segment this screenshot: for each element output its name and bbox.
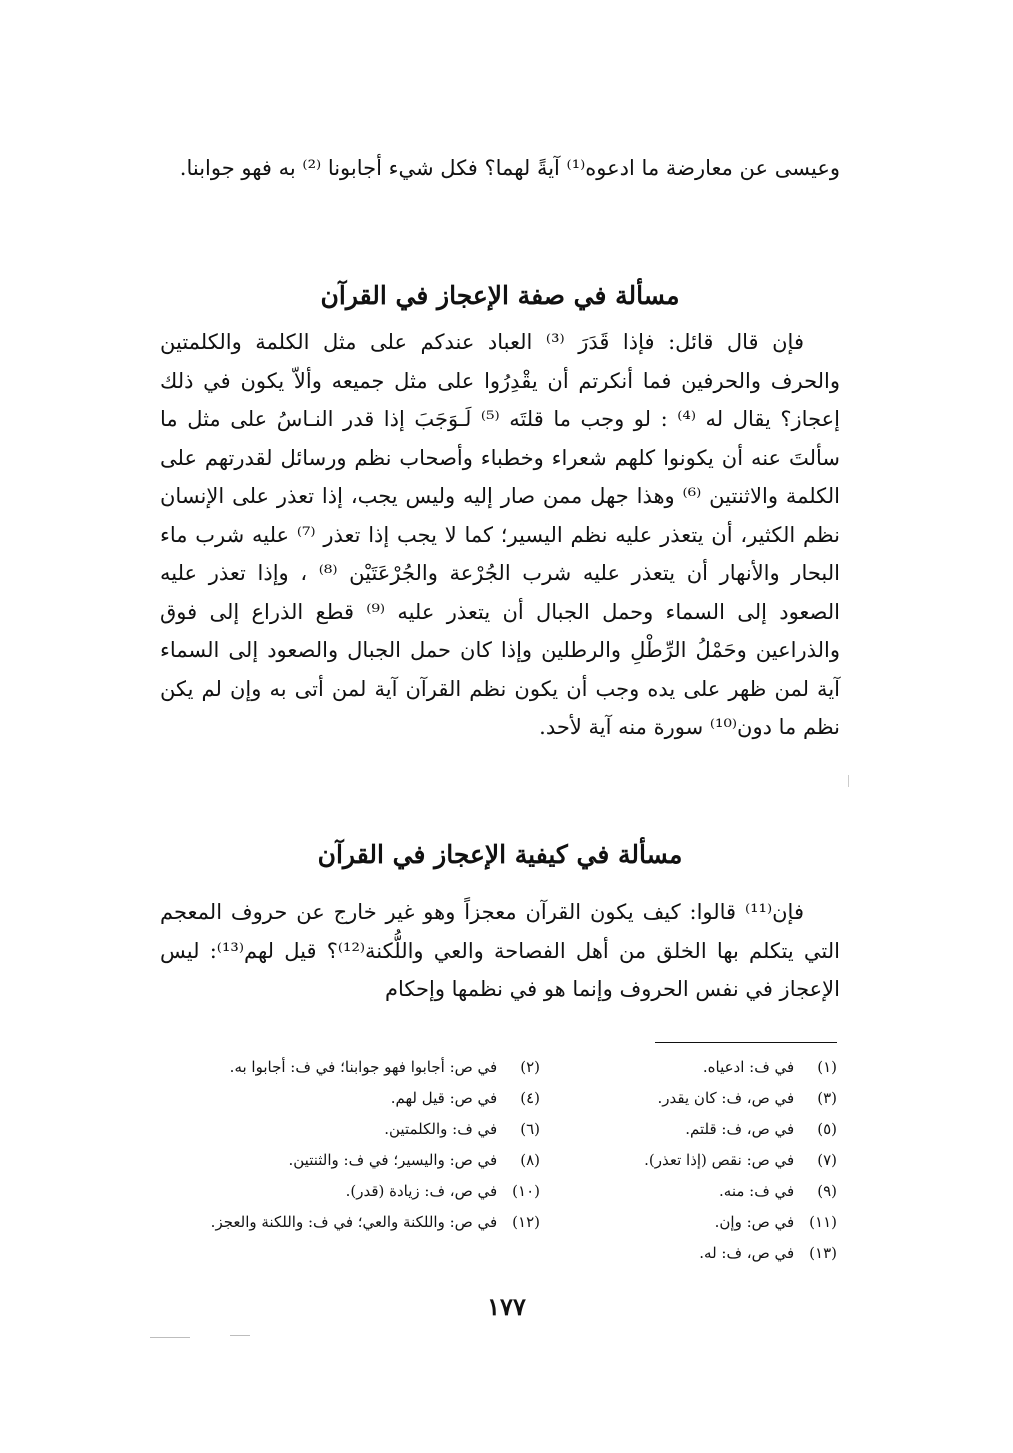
section-paragraph-2: فإن⁽¹¹⁾ قالوا: كيف يكون القرآن معجزاً وهو غير خارج عن حروف المعجم التي يتكلم بها الخلق من أهل الفصاحة والعي واللُّكنة⁽¹²⁾؟ قيل لهم⁽¹³⁾: ليس الإعجاز في نفس الحروف وإنما هو في نظمها وإحكام xyxy=(160,900,840,1001)
footnote xyxy=(560,1052,837,1083)
footnote-number: (٨) xyxy=(520,1151,540,1169)
footnote xyxy=(560,1207,837,1238)
footnote xyxy=(100,1207,540,1238)
section-heading-1: مسألة في صفة الإعجاز في القرآن xyxy=(320,281,680,310)
footnote-number: (١) xyxy=(817,1058,837,1076)
scan-mark xyxy=(150,1337,190,1338)
footnote-number: (٤) xyxy=(520,1089,540,1107)
footnotes-left-column xyxy=(100,1052,540,1238)
page-number: ١٧٧ xyxy=(487,1292,526,1321)
footnote-text: في ص: واللكنة والعي؛ في ف: واللكنة والعجز. xyxy=(210,1213,498,1231)
footnote-number: (١١) xyxy=(809,1213,837,1231)
footnote-number: (٧) xyxy=(817,1151,837,1169)
footnote-number: (٩) xyxy=(817,1182,837,1200)
footnote-number: (٥) xyxy=(817,1120,837,1138)
footnote xyxy=(100,1083,540,1114)
footnotes-right-column xyxy=(560,1052,837,1269)
footnote xyxy=(100,1145,540,1176)
footnote xyxy=(560,1145,837,1176)
footnote-text: في ص: وإن. xyxy=(714,1213,795,1231)
footnote-separator xyxy=(655,1042,837,1043)
footnote-number: (٢) xyxy=(520,1058,540,1076)
footnote-text: في ص: قيل لهم. xyxy=(390,1089,498,1107)
footnote-text: في ص، ف: له. xyxy=(699,1244,795,1262)
footnote-text: في ص، ف: قلتم. xyxy=(685,1120,795,1138)
footnote-text: في ف: ادعياه. xyxy=(702,1058,795,1076)
footnote-text: في ص: نقص (إذا تعذر). xyxy=(644,1151,795,1169)
footnote-number: (١٣) xyxy=(809,1244,837,1262)
footnote-number: (١٠) xyxy=(512,1182,540,1200)
footnote-text: في ص، ف: كان يقدر. xyxy=(657,1089,795,1107)
footnote-number: (٦) xyxy=(520,1120,540,1138)
section-heading-2: مسألة في كيفية الإعجاز في القرآن xyxy=(317,840,683,869)
scan-mark xyxy=(848,775,849,787)
footnote-text: في ص: واليسير؛ في ف: والثنتين. xyxy=(288,1151,498,1169)
footnote xyxy=(560,1238,837,1269)
footnote xyxy=(100,1176,540,1207)
footnote xyxy=(560,1083,837,1114)
footnote xyxy=(100,1114,540,1145)
section-paragraph-1: فإن قال قائل: فإذا قَدَرَ ⁽³⁾ العباد عندكم على مثل الكلمة والكلمتين والحرف والحرفين فما أنكرتم أن يقْدِرُوا على مثل جميعه وألاّ يكون في ذلك إعجاز؟ يقال له ⁽⁴⁾ : لو وجب ما قلتَه ⁽⁵⁾ لَـوَجَبَ إذا قدر النـاسُ على مثل ما سألتَ عنه أن يكونوا كلهم شعراء وخطباء وأصحاب نظم ورسائل لقدرتهم على الكلمة والاثنتين ⁽⁶⁾ وهذا جهل ممن صار إليه وليس يجب، إذا تعذر على الإنسان نظم الكثير، أن يتعذر عليه نظم اليسير؛ كما لا يجب إذا تعذر ⁽⁷⁾ عليه شرب ماء البحار والأنهار أن يتعذر عليه شرب الجُرْعة والجُرْعَتَيْن ⁽⁸⁾ ، وإذا تعذر عليه الصعود إلى السماء وحمل الجبال أن يتعذر عليه ⁽⁹⁾ قطع الذراع إلى فوق والذراعين وحَمْلُ الرِّطْلِ والرطلين وإذا كان حمل الجبال والصعود إلى السماء آية لمن ظهر على يده وجب أن يكون نظم القرآن آية لمن أتى به وإن لم يكن نظم ما دون⁽¹⁰⁾ سورة منه آية لأحد. xyxy=(160,330,841,739)
footnote xyxy=(560,1114,837,1145)
scan-mark xyxy=(230,1335,250,1336)
footnote xyxy=(560,1176,837,1207)
footnote-number: (٣) xyxy=(817,1089,837,1107)
footnote-text: في ص، ف: زيادة (قدر). xyxy=(345,1182,498,1200)
footnote-text: في ف: منه. xyxy=(719,1182,795,1200)
footnote-text: في ف: والكلمتين. xyxy=(384,1120,498,1138)
intro-paragraph: وعيسى عن معارضة ما ادعوه⁽¹⁾ آيةً لهما؟ فكل شيء أجابونا ⁽²⁾ به فهو جوابنا. xyxy=(179,156,840,180)
footnote-text: في ص: أجابوا فهو جوابنا؛ في ف: أجابوا به. xyxy=(229,1058,498,1076)
footnote xyxy=(100,1052,540,1083)
footnote-number: (١٢) xyxy=(512,1213,540,1231)
